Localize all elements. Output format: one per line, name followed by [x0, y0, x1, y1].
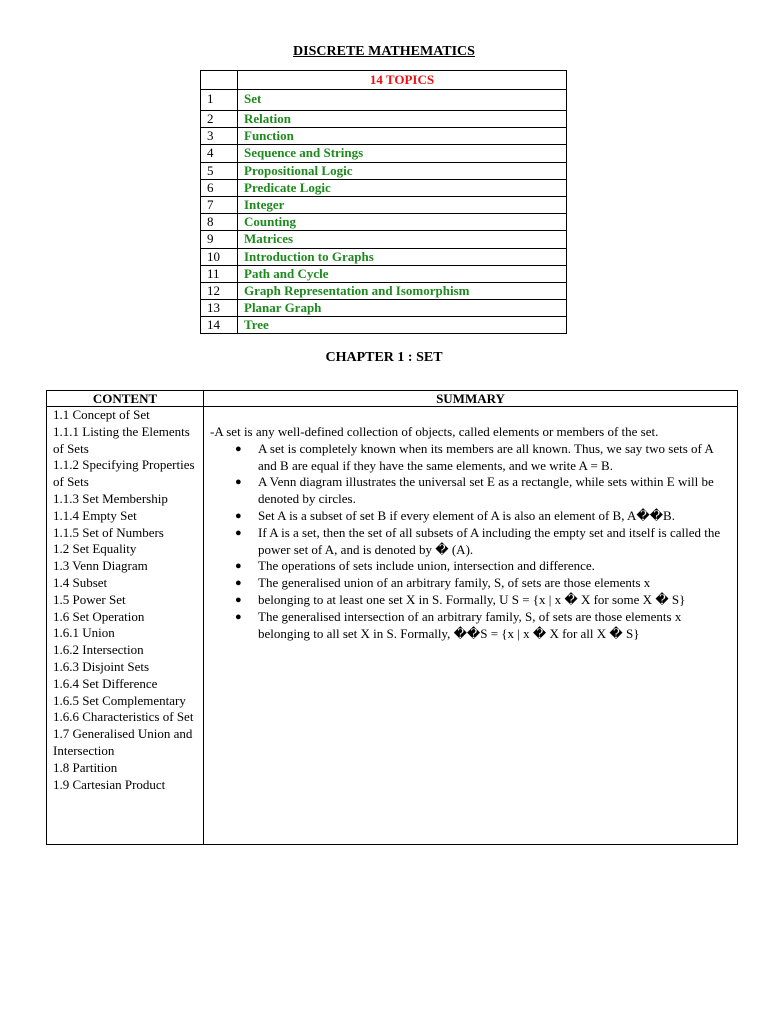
bullet-dot-icon: ●	[235, 509, 242, 522]
topic-name: Sequence and Strings	[238, 145, 567, 162]
summary-bullet-text: If A is a set, then the set of all subsets of A including the empty set and itself is called the power set of A, and is denoted by � (A).	[258, 524, 721, 557]
topic-row	[201, 162, 567, 179]
topic-row	[201, 214, 567, 231]
topic-row	[201, 111, 567, 128]
topic-name: Introduction to Graphs	[238, 248, 567, 265]
content-item: 1.6 Set Operation	[53, 608, 145, 624]
topic-number: 10	[201, 248, 238, 265]
content-item: 1.6.6 Characteristics of Set	[53, 709, 194, 725]
topic-number: 12	[201, 282, 238, 299]
summary-bullet-text: belonging to at least one set X in S. Formally, U S = {x | x � X for some X � S}	[258, 591, 686, 607]
content-item: 1.6.4 Set Difference	[53, 675, 158, 691]
summary-bullet-text: The generalised intersection of an arbitrary family, S, of sets are those elements x belonging to all set X in S. Formally, ��S = {x | x � X for all X � S}	[258, 608, 682, 641]
topic-row	[201, 300, 567, 317]
content-item: 1.9 Cartesian Product	[53, 776, 166, 792]
topic-row	[201, 265, 567, 282]
topic-name: Predicate Logic	[238, 179, 567, 196]
topics-table	[200, 70, 567, 334]
topic-number: 9	[201, 231, 238, 248]
summary-bullet	[235, 575, 727, 592]
content-item: 1.1.1 Listing the Elements of Sets	[53, 423, 190, 456]
page-title: DISCRETE MATHEMATICS	[293, 44, 475, 59]
topic-number: 2	[201, 111, 238, 128]
topic-name: Integer	[238, 196, 567, 213]
chapter-body-row	[47, 407, 738, 845]
topic-name: Relation	[238, 111, 567, 128]
topics-heading-row	[201, 71, 567, 90]
bullet-dot-icon: ●	[235, 476, 242, 489]
chapter-title: CHAPTER 1 : SET	[325, 350, 443, 365]
topic-number: 5	[201, 162, 238, 179]
content-item: 1.7 Generalised Union and Intersection	[53, 726, 193, 758]
topic-row	[201, 90, 567, 111]
summary-bullet-text: The generalised union of an arbitrary family, S, of sets are those elements x	[258, 575, 651, 591]
topic-name: Set	[238, 90, 567, 111]
summary-bullet-text: A set is completely known when its members are all known. Thus, we say two sets of A and B are equal if they have the same elements, and we write A = B.	[258, 440, 714, 473]
content-item: 1.1.4 Empty Set	[53, 507, 137, 523]
content-item: 1.6.5 Set Complementary	[53, 692, 186, 708]
topic-number: 6	[201, 179, 238, 196]
content-item: 1.6.1 Union	[53, 625, 115, 641]
summary-bullet	[235, 474, 727, 508]
summary-bullet	[235, 507, 727, 525]
topic-name: Function	[238, 128, 567, 145]
bullet-dot-icon: ●	[235, 442, 242, 455]
topic-row	[201, 231, 567, 248]
content-item: 1.2 Set Equality	[53, 541, 137, 557]
topics-heading: 14 TOPICS	[238, 71, 567, 90]
content-item: 1.8 Partition	[53, 759, 118, 775]
summary-bullet-text: A Venn diagram illustrates the universal set E as a rectangle, while sets within E will be denoted by circles.	[258, 474, 714, 507]
topic-row	[201, 145, 567, 162]
topic-number: 8	[201, 214, 238, 231]
content-item: 1.4 Subset	[53, 574, 108, 590]
summary-bullet	[235, 524, 727, 559]
content-item: 1.1.2 Specifying Properties of Sets	[53, 457, 195, 490]
topic-name: Tree	[238, 317, 567, 334]
topic-number: 11	[201, 265, 238, 282]
topic-number: 14	[201, 317, 238, 334]
chapter-table	[46, 390, 738, 845]
topic-number: 3	[201, 128, 238, 145]
summary-cell	[204, 407, 738, 845]
topic-name: Path and Cycle	[238, 265, 567, 282]
content-header: CONTENT	[47, 391, 204, 407]
topic-row	[201, 179, 567, 196]
bullet-dot-icon: ●	[235, 593, 242, 606]
topic-name: Planar Graph	[238, 300, 567, 317]
topic-row	[201, 248, 567, 265]
topic-name: Graph Representation and Isomorphism	[238, 282, 567, 299]
topic-number: 1	[201, 90, 238, 111]
summary-intro: -A set is any well-defined collection of objects, called elements or members of the set.	[210, 424, 659, 439]
topic-number: 7	[201, 196, 238, 213]
topic-row	[201, 317, 567, 334]
topic-name: Propositional Logic	[238, 162, 567, 179]
summary-bullet-text: Set A is a subset of set B if every element of A is also an element of B, A��B.	[258, 507, 675, 523]
content-item: 1.1 Concept of Set	[53, 407, 150, 422]
topics-heading-num	[201, 71, 238, 90]
topic-row	[201, 196, 567, 213]
chapter-header-row	[47, 391, 738, 407]
bullet-dot-icon: ●	[235, 577, 242, 590]
summary-bullet-list	[210, 441, 727, 643]
content-item: 1.1.5 Set of Numbers	[53, 524, 164, 540]
topic-number: 13	[201, 300, 238, 317]
content-item: 1.6.2 Intersection	[53, 642, 144, 658]
bullet-dot-icon: ●	[235, 610, 242, 623]
topic-number: 4	[201, 145, 238, 162]
topic-name: Counting	[238, 214, 567, 231]
content-item: 1.3 Venn Diagram	[53, 558, 148, 574]
content-item: 1.1.3 Set Membership	[53, 490, 168, 506]
topic-name: Matrices	[238, 231, 567, 248]
summary-bullet	[235, 440, 727, 475]
content-item: 1.5 Power Set	[53, 591, 126, 607]
summary-bullet	[235, 591, 727, 609]
topic-row	[201, 282, 567, 299]
summary-bullet	[235, 608, 727, 643]
bullet-dot-icon: ●	[235, 560, 242, 573]
content-list	[47, 407, 204, 845]
summary-bullet-text: The operations of sets include union, intersection and difference.	[258, 558, 595, 574]
topic-row	[201, 128, 567, 145]
bullet-dot-icon: ●	[235, 526, 242, 539]
summary-header: SUMMARY	[204, 391, 738, 407]
content-item: 1.6.3 Disjoint Sets	[53, 658, 150, 674]
summary-bullet	[235, 558, 727, 575]
